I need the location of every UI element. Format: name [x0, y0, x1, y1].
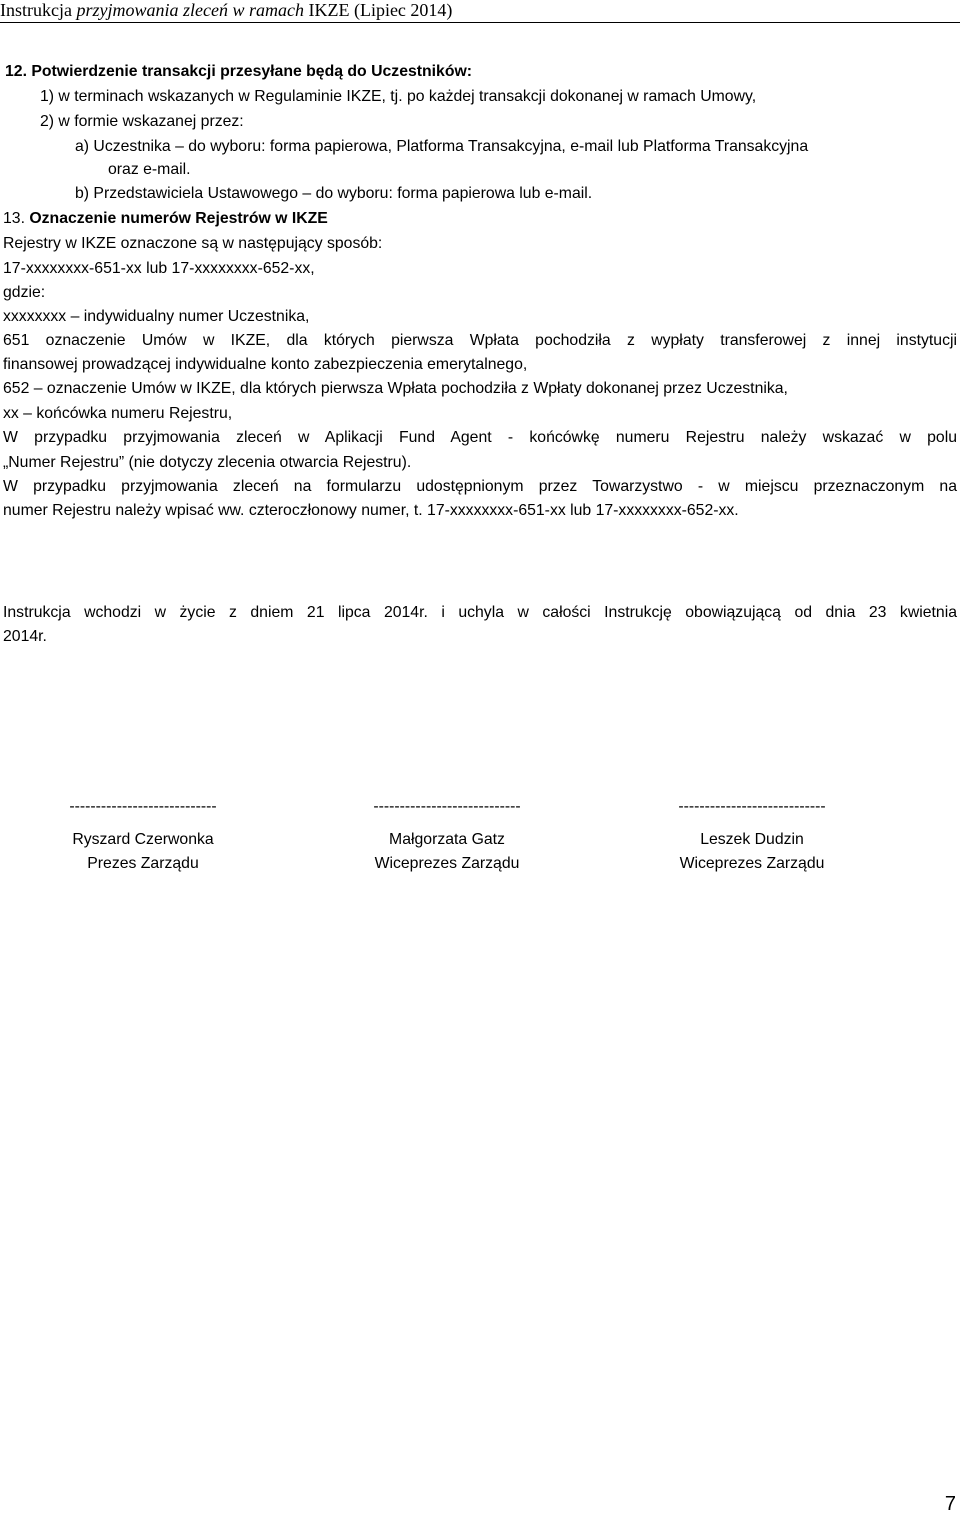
- section-13-title: Oznaczenie numerów Rejestrów w IKZE: [29, 210, 328, 227]
- section-13-p8-line-2: „Numer Rejestru” (nie dotyczy zlecenia otwarcia Rejestru).: [3, 454, 412, 471]
- section-13-p9-line-2: numer Rejestru należy wpisać ww. czteroczłonowy numer, t. 17-xxxxxxxx-651-xx lub 17-xxxxxxxx-652-xx.: [3, 502, 739, 519]
- section-13-p9-line-1: W przypadku przyjmowania zleceń na formularzu udostępnionym przez Towarzystwo - w miejscu przeznaczonym na: [3, 478, 957, 495]
- section-13-number: 13.: [3, 210, 25, 227]
- section-12-title: 12. Potwierdzenie transakcji przesyłane będą do Uczestników:: [5, 63, 473, 80]
- section-13-p2: 17-xxxxxxxx-651-xx lub 17-xxxxxxxx-652-xx,: [3, 260, 315, 277]
- signature-line: ----------------------------: [69, 798, 217, 815]
- signatory-name: Ryszard Czerwonka: [72, 831, 214, 848]
- signature-line: ----------------------------: [373, 798, 521, 815]
- header-prefix: Instrukcja: [0, 0, 77, 20]
- signatory-role: Wiceprezes Zarządu: [374, 855, 520, 872]
- header-italic: przyjmowania zleceń w ramach: [76, 0, 304, 20]
- section-13-heading: [3, 209, 328, 229]
- signatory-role: Prezes Zarządu: [87, 855, 199, 872]
- signature-block-3: [652, 797, 852, 874]
- page-header: [0, 0, 960, 23]
- section-13-p4: xxxxxxxx – indywidualny numer Uczestnika,: [3, 308, 310, 325]
- section-13-p3: gdzie:: [3, 284, 46, 301]
- section-12-item-2a-line-2: oraz e-mail.: [108, 161, 191, 178]
- signatory-role: Wiceprezes Zarządu: [679, 855, 825, 872]
- section-13-p8-line-1: W przypadku przyjmowania zleceń w Aplikacji Fund Agent - końcówkę numeru Rejestru należy wskazać w polu: [3, 429, 957, 446]
- section-13-p6: 652 – oznaczenie Umów w IKZE, dla których pierwsza Wpłata pochodziła z Wpłaty dokonanej przez Uczestnika,: [3, 380, 788, 397]
- section-13-p5-line-1: 651 oznaczenie Umów w IKZE, dla których pierwsza Wpłata pochodziła z wypłaty transferowej z innej instytucji: [3, 332, 957, 349]
- signatory-name: Małgorzata Gatz: [389, 831, 505, 848]
- section-13-p5-line-2: finansowej prowadzącej indywidualne konto zabezpieczenia emerytalnego,: [3, 356, 528, 373]
- section-12-item-1: 1) w terminach wskazanych w Regulaminie IKZE, tj. po każdej transakcji dokonanej w ramach Umowy,: [40, 88, 757, 105]
- closing-line-2: 2014r.: [3, 628, 47, 645]
- page-number: 7: [944, 1493, 956, 1515]
- section-12-item-2a-line-1: a) Uczestnika – do wyboru: forma papierowa, Platforma Transakcyjna, e-mail lub Platforma Transakcyjna: [75, 138, 809, 155]
- signatory-name: Leszek Dudzin: [700, 831, 804, 848]
- signature-block-1: [43, 797, 243, 874]
- section-13-p7: xx – końcówka numeru Rejestru,: [3, 405, 233, 422]
- section-13-p1: Rejestry w IKZE oznaczone są w następujący sposób:: [3, 235, 383, 252]
- signature-block-2: [347, 797, 547, 874]
- header-suffix: IKZE (Lipiec 2014): [303, 0, 453, 20]
- section-12-item-2: 2) w formie wskazanej przez:: [40, 113, 244, 130]
- closing-line-1: Instrukcja wchodzi w życie z dniem 21 lipca 2014r. i uchyla w całości Instrukcję obowiązującą od dnia 23 kwietnia: [3, 604, 957, 621]
- signature-line: ----------------------------: [678, 798, 826, 815]
- section-12-item-2b: b) Przedstawiciela Ustawowego – do wyboru: forma papierowa lub e-mail.: [75, 185, 593, 202]
